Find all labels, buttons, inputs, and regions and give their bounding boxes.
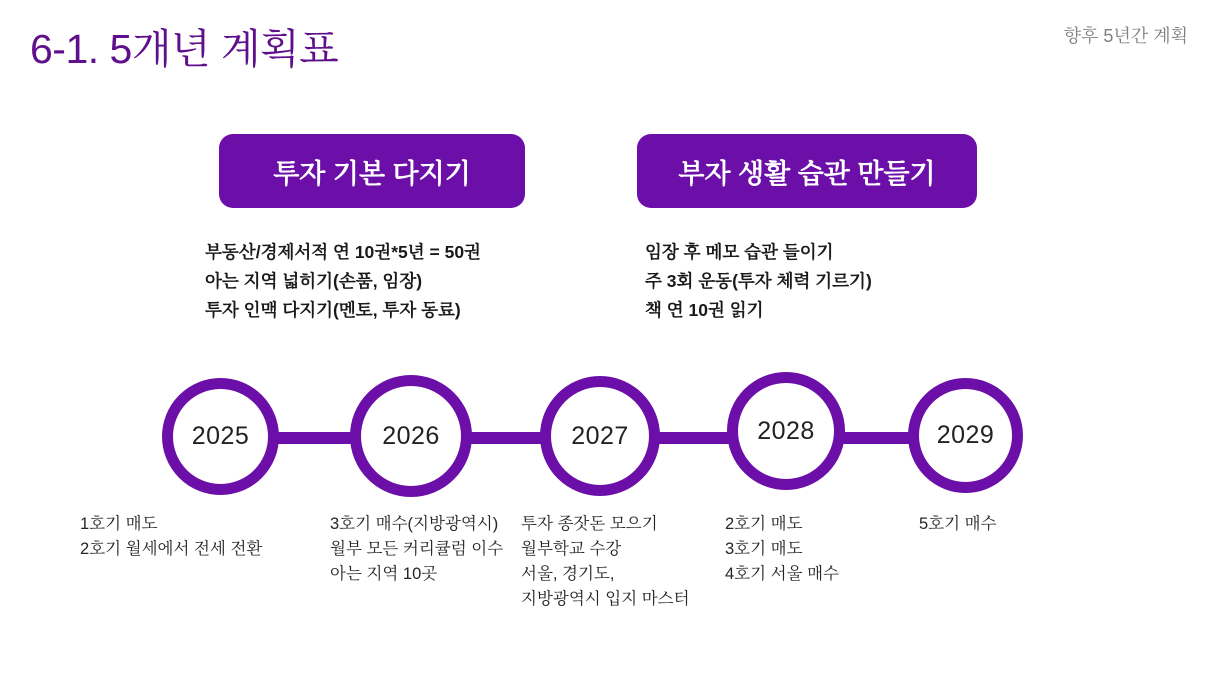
goal-bullets-investment-basics (205, 238, 481, 325)
timeline-connector (650, 432, 738, 444)
caption-line: 3호기 매수(지방광역시) (330, 515, 499, 533)
goal-card-label: 부자 생활 습관 만들기 (678, 158, 936, 189)
timeline-caption-2029 (919, 512, 997, 537)
goal-card-rich-habits (637, 134, 977, 208)
timeline-node-year: 2028 (757, 416, 815, 445)
timeline-node-2028 (727, 372, 845, 490)
caption-line: 아는 지역 10곳 (330, 565, 438, 583)
goal-bullet: 투자 인맥 다지기(멘토, 투자 동료) (205, 300, 461, 320)
timeline-node-2027 (540, 376, 660, 496)
timeline-caption-2027 (521, 512, 690, 612)
header-note: 향후 5년간 계획 (1063, 26, 1188, 46)
timeline-node-year: 2029 (936, 421, 995, 449)
timeline-node-year: 2027 (571, 421, 629, 450)
timeline-node-2026 (350, 375, 472, 497)
timeline-node-year: 2026 (382, 421, 440, 450)
caption-line: 1호기 매도 (80, 515, 158, 533)
timeline-node-year: 2025 (191, 422, 250, 450)
caption-line: 2호기 매도 (725, 515, 803, 533)
page-title: 6-1. 5개년 계획표 (30, 26, 339, 72)
caption-line: 3호기 매도 (725, 540, 803, 558)
timeline-node-2029 (908, 378, 1023, 493)
caption-line: 5호기 매수 (919, 515, 997, 533)
caption-line: 2호기 월세에서 전세 전환 (80, 540, 263, 558)
timeline-caption-2026 (330, 512, 503, 587)
goal-bullet: 주 3회 운동(투자 체력 기르기) (645, 271, 872, 291)
caption-line: 서울, 경기도, (521, 565, 615, 583)
caption-line: 4호기 서울 매수 (725, 565, 839, 583)
timeline-connector (270, 432, 362, 444)
goal-bullet: 아는 지역 넓히기(손품, 임장) (205, 271, 423, 291)
caption-line: 지방광역시 입지 마스터 (521, 590, 690, 608)
caption-line: 월부학교 수강 (521, 540, 622, 558)
timeline-caption-2028 (725, 512, 839, 587)
goal-card-investment-basics (219, 134, 525, 208)
caption-line: 투자 종잣돈 모으기 (521, 515, 658, 533)
timeline-caption-2025 (80, 512, 262, 562)
timeline-node-2025 (162, 378, 279, 495)
caption-line: 월부 모든 커리큘럼 이수 (330, 540, 504, 558)
goal-bullet: 책 연 10권 읽기 (645, 300, 764, 320)
goal-bullets-rich-habits (645, 238, 872, 325)
timeline-connector (462, 432, 550, 444)
goal-card-label: 투자 기본 다지기 (273, 158, 471, 189)
goal-bullet: 부동산/경제서적 연 10권*5년 = 50권 (205, 242, 481, 262)
goal-bullet: 임장 후 메모 습관 들이기 (645, 242, 834, 262)
